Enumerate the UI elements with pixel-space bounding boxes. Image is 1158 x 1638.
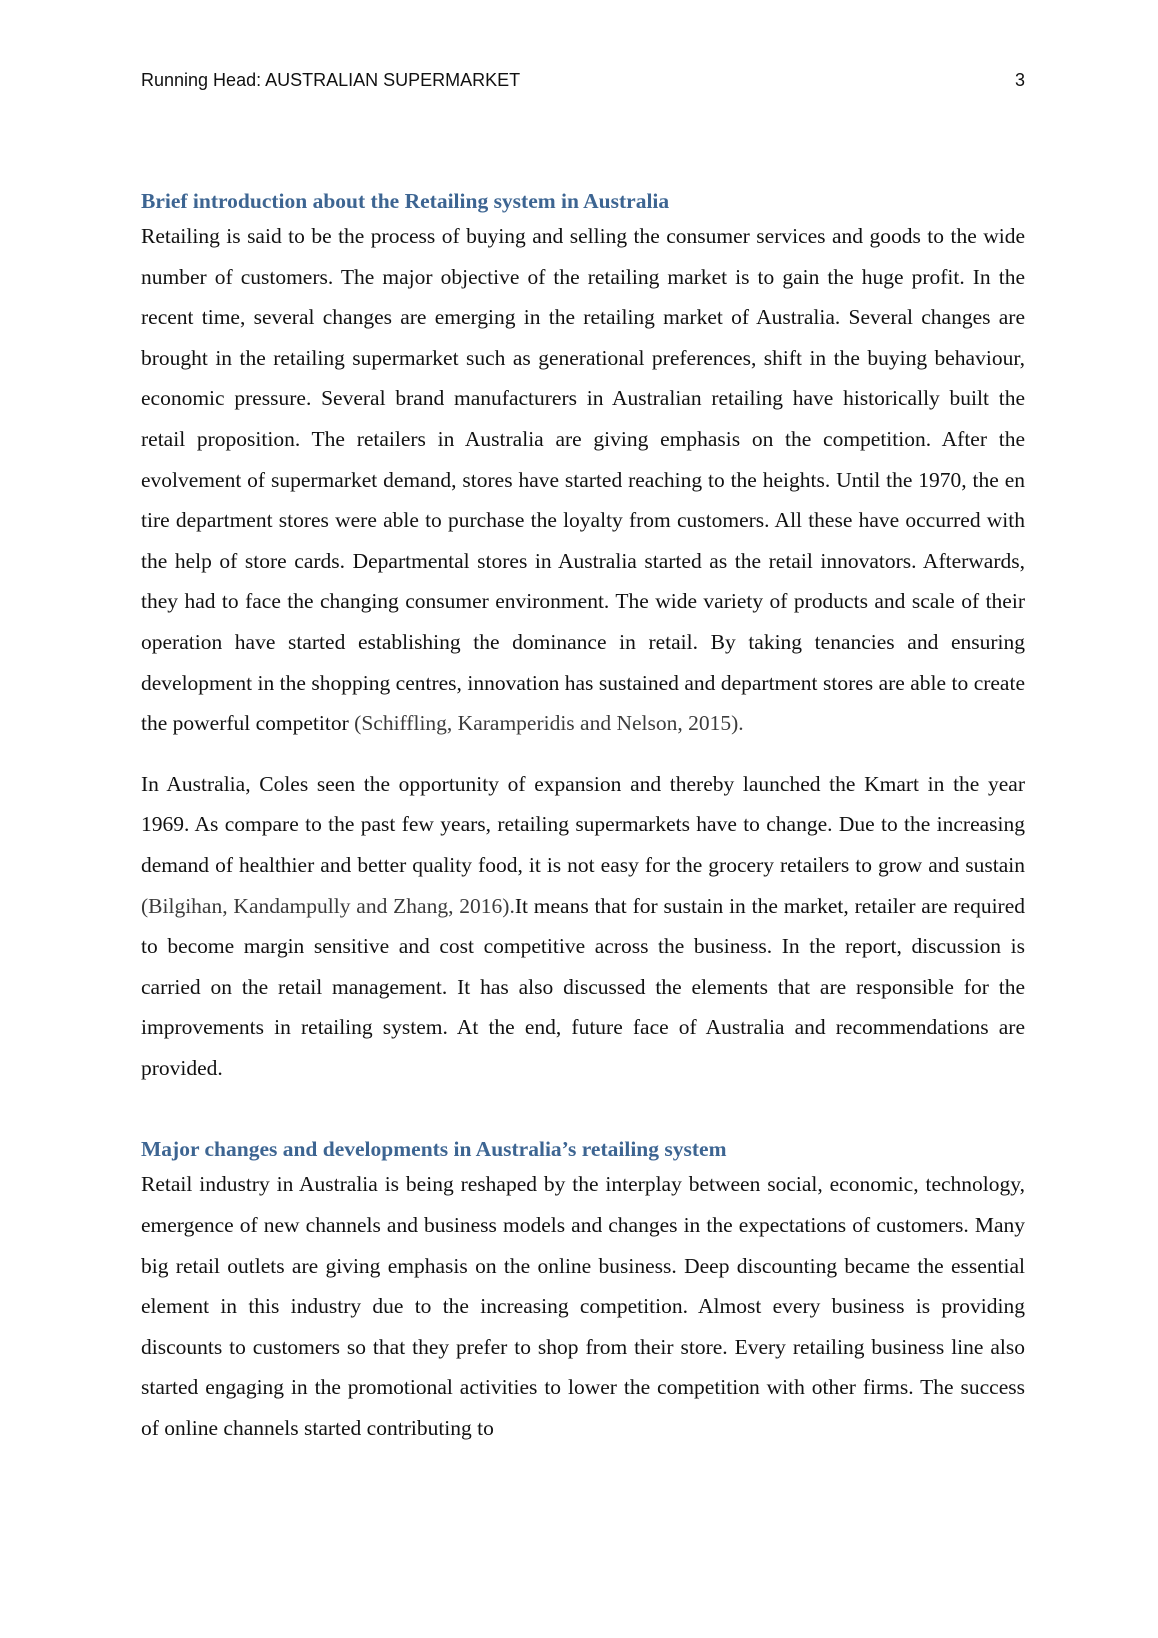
paragraph-text: Retail industry in Australia is being reshaped by the interplay between social, economic, technology, emergence of new channels and business models and changes in the expectations of customers. Many big retail outlets are giving emphasis on the online business. Deep discounting became the essential element in this industry due to the increasing competition. Almost every business is providing discounts to customers so that they prefer to shop from their store. Every retailing business line also started engaging in the promotional activities to lower the competition with other firms. The success of online channels started contributing to [141, 1172, 1025, 1441]
paragraph-text-continued: It means that for sustain in the market, retailer are required to become margin sensitive and cost competitive across the business. In the report, discussion is carried on the retail management. It has also discussed the elements that are responsible for the improvements in retailing system. At the end, future face of Australia and recommendations are provided. [141, 893, 1026, 1080]
document-body [141, 186, 1025, 1449]
section-heading-major-changes: Major changes and developments in Australia’s retailing system [141, 1137, 727, 1162]
paragraph-retailing-definition [141, 216, 1025, 744]
section-heading-retailing-intro: Brief introduction about the Retailing system in Australia [141, 189, 670, 213]
paragraph-coles-kmart [141, 764, 1025, 1089]
section-spacer [141, 1088, 1025, 1134]
paragraph-retail-reshaping [141, 1164, 1025, 1448]
citation: (Bilgihan, Kandampully and Zhang, 2016). [141, 893, 515, 918]
paragraph-spacer [141, 744, 1025, 764]
paragraph-text: Retailing is said to be the process of buying and selling the consumer services and goods to the wide number of customers. The major objective of the retailing market is to gain the huge profit. In the recent time, several changes are emerging in the retailing market of Australia. Several changes are brought in the retailing supermarket such as generational preferences, shift in the buying behaviour, economic pressure. Several brand manufacturers in Australian retailing have historically built the retail proposition. The retailers in Australia are giving emphasis on the competition. After the evolvement of supermarket demand, stores have started reaching to the heights. Until the 1970, the en tire department stores were able to purchase the loyalty from customers. All these have occurred with the help of store cards. Departmental stores in Australia started as the retail innovators. Afterwards, they had to face the changing consumer environment. The wide variety of products and scale of their operation have started establishing the dominance in retail. By taking tenancies and ensuring development in the shopping centres, innovation has sustained and department stores are able to create the powerful competitor [141, 224, 1025, 736]
page-header [141, 70, 1025, 96]
page-number: 3 [1014, 70, 1025, 90]
citation: (Schiffling, Karamperidis and Nelson, 2015). [354, 711, 744, 736]
paragraph-text: In Australia, Coles seen the opportunity of expansion and thereby launched the Kmart in the year 1969. As compare to the past few years, retailing supermarkets have to change. Due to the increasing demand of healthier and better quality food, it is not easy for the grocery retailers to grow and sustain [141, 771, 1025, 877]
running-head: Running Head: AUSTRALIAN SUPERMARKET [141, 70, 521, 90]
